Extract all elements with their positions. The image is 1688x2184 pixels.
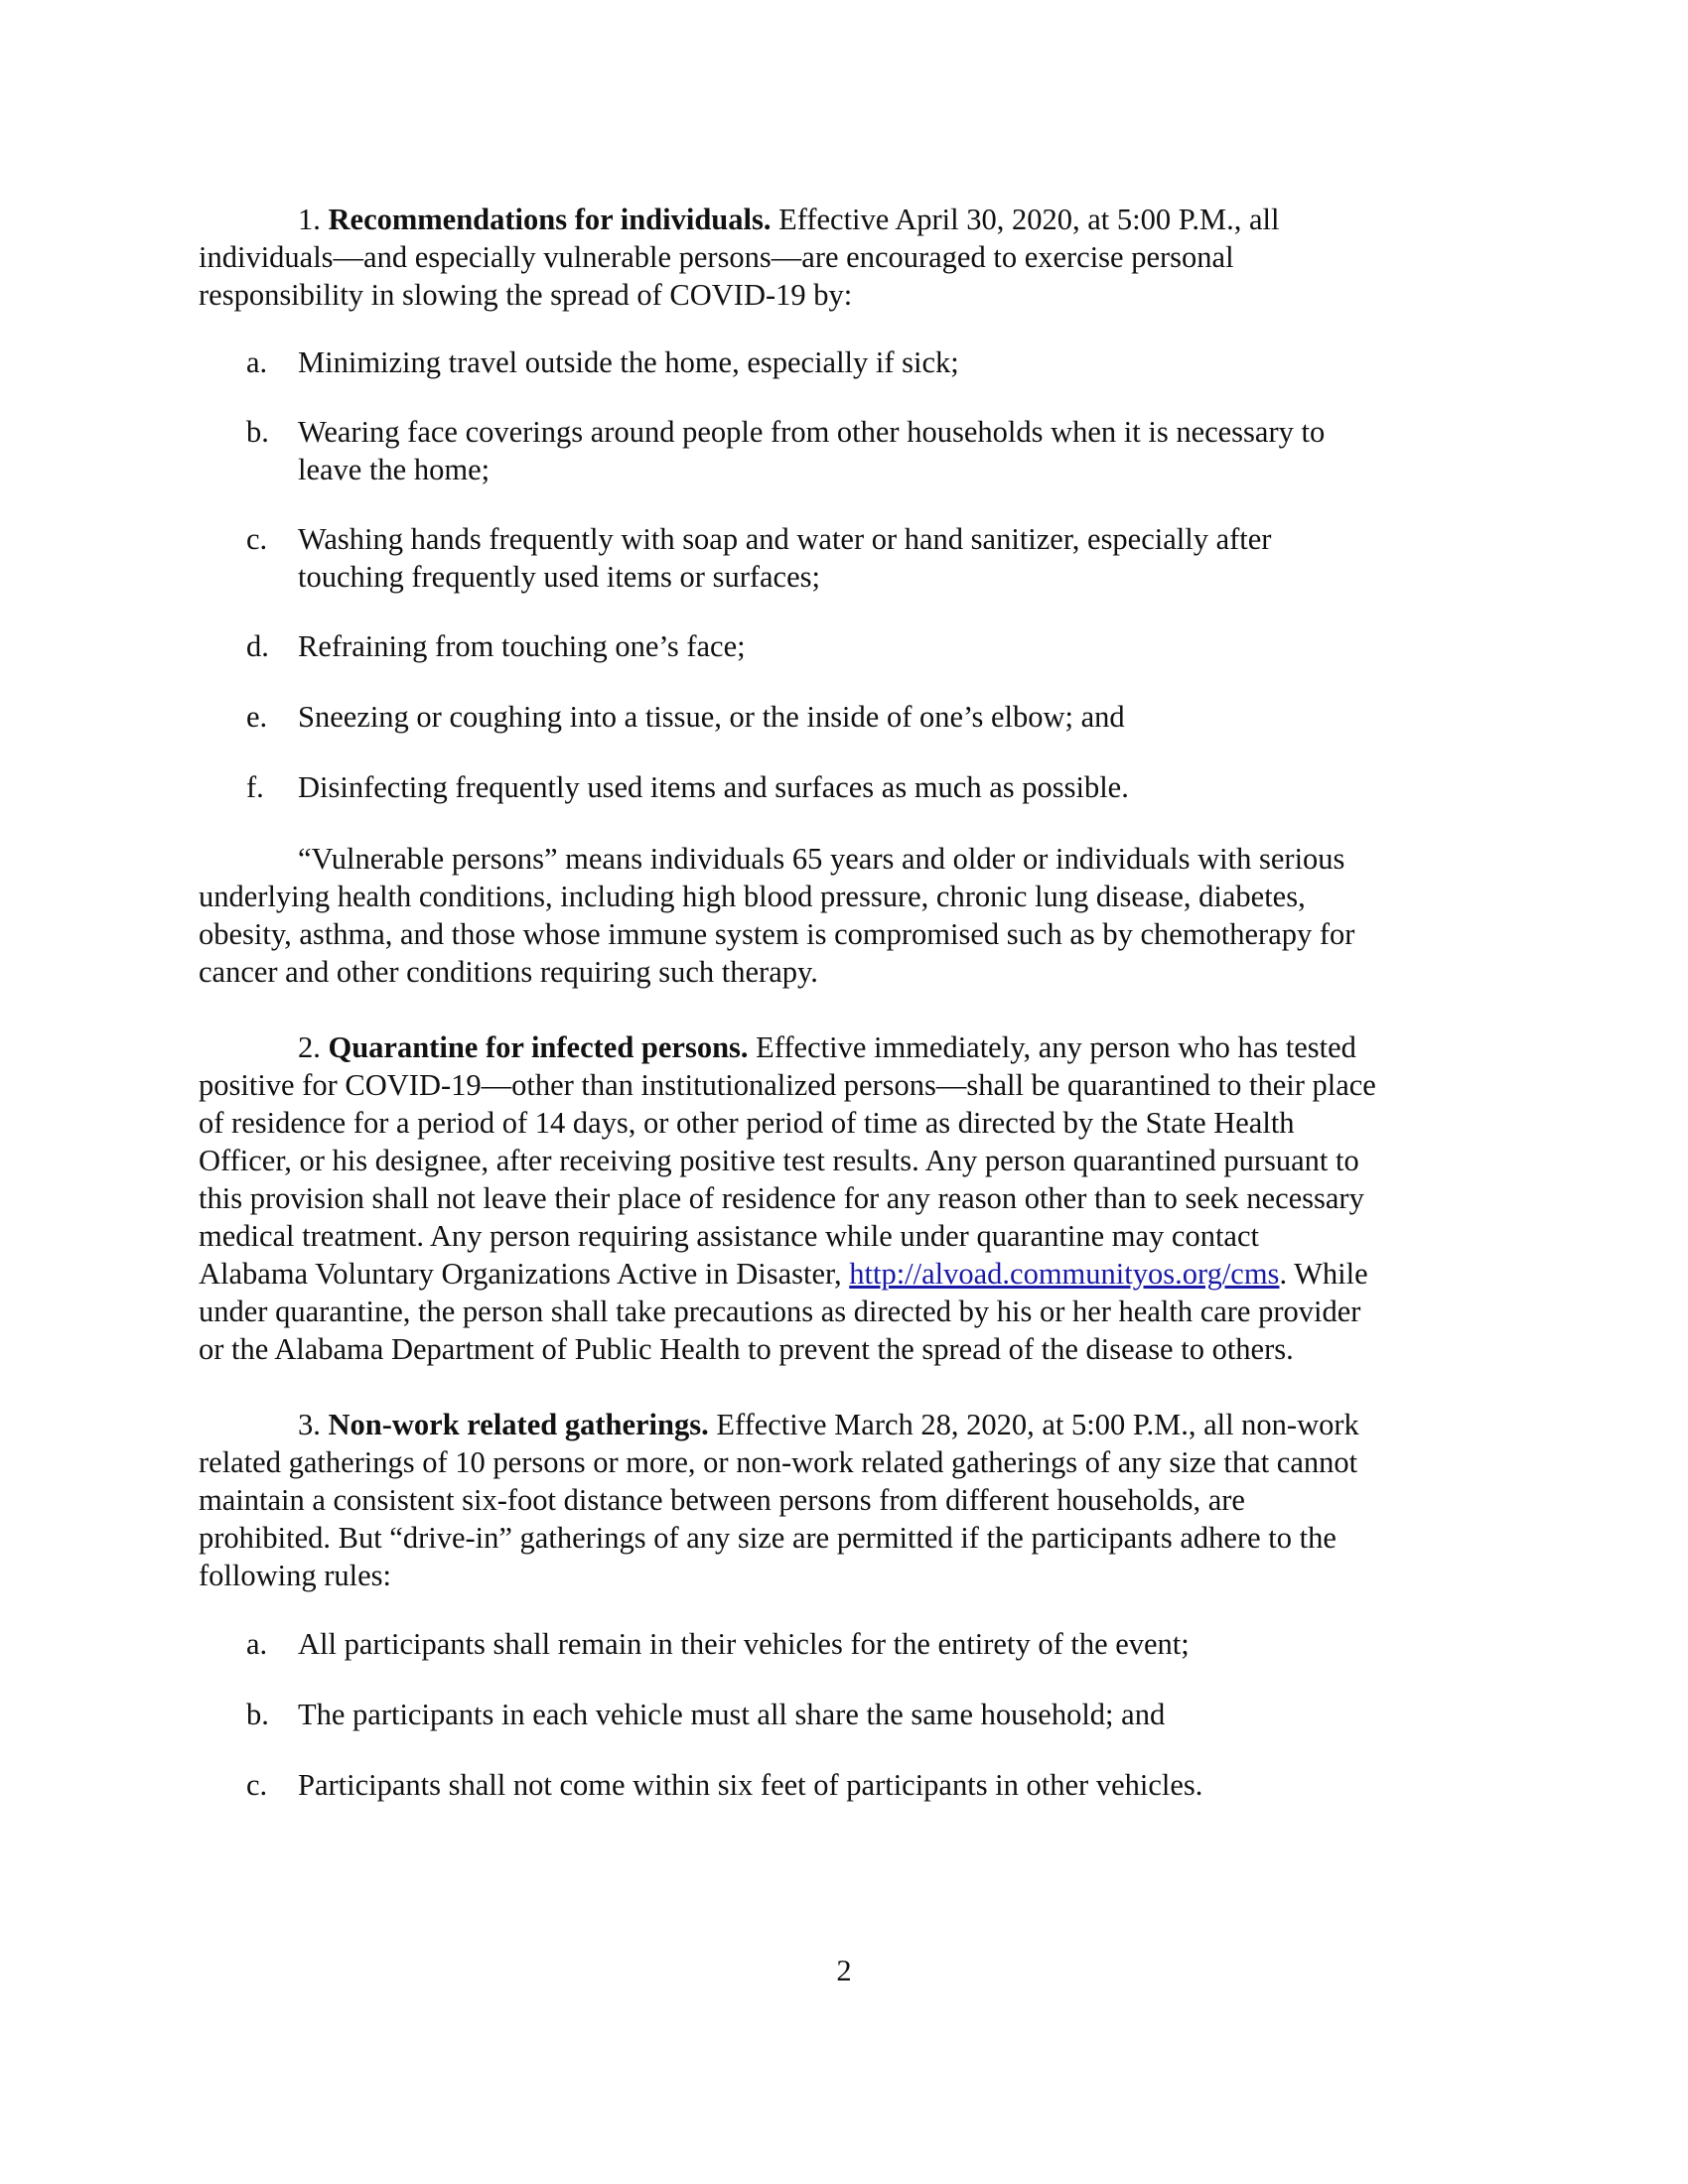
definition-line: cancer and other conditions requiring such therapy. bbox=[199, 955, 818, 989]
section-2-line: of residence for a period of 14 days, or other period of time as directed by the State Health bbox=[199, 1106, 1295, 1140]
section-1-line: individuals—and especially vulnerable persons—are encouraged to exercise personal bbox=[199, 240, 1234, 274]
list-marker: c. bbox=[246, 522, 268, 556]
section-2-line: Officer, or his designee, after receiving positive test results. Any person quarantined pursuant to bbox=[199, 1144, 1359, 1177]
section-1-line: responsibility in slowing the spread of COVID-19 by: bbox=[199, 278, 853, 312]
section-3-text: Effective March 28, 2020, at 5:00 P.M., all non-work bbox=[708, 1408, 1359, 1441]
section-2-link-line bbox=[199, 1255, 1368, 1293]
section-2-line: or the Alabama Department of Public Health to prevent the spread of the disease to others. bbox=[199, 1332, 1294, 1366]
section-1-first-line bbox=[298, 201, 1279, 238]
page-number: 2 bbox=[836, 1954, 852, 1987]
section-3-first-line bbox=[298, 1406, 1359, 1443]
section-2-line: this provision shall not leave their place of residence for any reason other than to seek necessary bbox=[199, 1181, 1364, 1215]
list-item-text: Wearing face coverings around people from other households when it is necessary to bbox=[298, 415, 1326, 449]
definition-line: “Vulnerable persons” means individuals 65 years and older or individuals with serious bbox=[298, 842, 1345, 876]
section-1-text: Effective April 30, 2020, at 5:00 P.M., all bbox=[771, 203, 1280, 236]
list-item-text: Refraining from touching one’s face; bbox=[298, 629, 746, 663]
section-2-line: medical treatment. Any person requiring assistance while under quarantine may contact bbox=[199, 1219, 1259, 1253]
alvoad-link[interactable]: http://alvoad.communityos.org/cms bbox=[849, 1257, 1280, 1291]
list-marker: c. bbox=[246, 1768, 268, 1802]
list-marker: b. bbox=[246, 1698, 269, 1731]
section-3-line: maintain a consistent six-foot distance between persons from different households, are bbox=[199, 1483, 1245, 1517]
list-item-text: leave the home; bbox=[298, 453, 491, 486]
list-marker: f. bbox=[246, 770, 264, 804]
list-item-text: Disinfecting frequently used items and surfaces as much as possible. bbox=[298, 770, 1129, 804]
list-item-text: All participants shall remain in their vehicles for the entirety of the event; bbox=[298, 1627, 1190, 1661]
section-3-line: related gatherings of 10 persons or more, or non-work related gatherings of any size that cannot bbox=[199, 1445, 1358, 1479]
list-item-text: Minimizing travel outside the home, especially if sick; bbox=[298, 345, 959, 379]
definition-line: obesity, asthma, and those whose immune system is compromised such as by chemotherapy for bbox=[199, 917, 1355, 951]
section-2-heading: Quarantine for infected persons. bbox=[328, 1030, 749, 1064]
link-prefix: Alabama Voluntary Organizations Active in Disaster, bbox=[199, 1257, 850, 1291]
list-item-text: touching frequently used items or surfaces; bbox=[298, 560, 820, 594]
definition-line: underlying health conditions, including high blood pressure, chronic lung disease, diabetes, bbox=[199, 880, 1306, 913]
list-marker: e. bbox=[246, 700, 268, 734]
section-3-heading: Non-work related gatherings. bbox=[328, 1408, 709, 1441]
section-2-line: positive for COVID-19—other than institutionalized persons—shall be quarantined to their place bbox=[199, 1068, 1376, 1102]
section-3-number: 3. bbox=[298, 1408, 321, 1441]
list-item-text: Sneezing or coughing into a tissue, or the inside of one’s elbow; and bbox=[298, 700, 1125, 734]
list-item-text: Participants shall not come within six feet of participants in other vehicles. bbox=[298, 1768, 1203, 1802]
list-marker: b. bbox=[246, 415, 269, 449]
section-2-text: Effective immediately, any person who has tested bbox=[748, 1030, 1356, 1064]
section-2-number: 2. bbox=[298, 1030, 321, 1064]
section-3-line: prohibited. But “drive-in” gatherings of any size are permitted if the participants adhere to the bbox=[199, 1521, 1336, 1555]
list-item-text: The participants in each vehicle must all share the same household; and bbox=[298, 1698, 1166, 1731]
list-marker: a. bbox=[246, 1627, 268, 1661]
link-suffix: . While bbox=[1279, 1257, 1368, 1291]
section-2-first-line bbox=[298, 1028, 1356, 1066]
list-marker: d. bbox=[246, 629, 269, 663]
section-1-heading: Recommendations for individuals. bbox=[328, 203, 772, 236]
section-1-number: 1. bbox=[298, 203, 321, 236]
section-3-line: following rules: bbox=[199, 1559, 391, 1592]
list-marker: a. bbox=[246, 345, 268, 379]
list-item-text: Washing hands frequently with soap and water or hand sanitizer, especially after bbox=[298, 522, 1272, 556]
section-2-line: under quarantine, the person shall take precautions as directed by his or her health care provider bbox=[199, 1295, 1361, 1328]
